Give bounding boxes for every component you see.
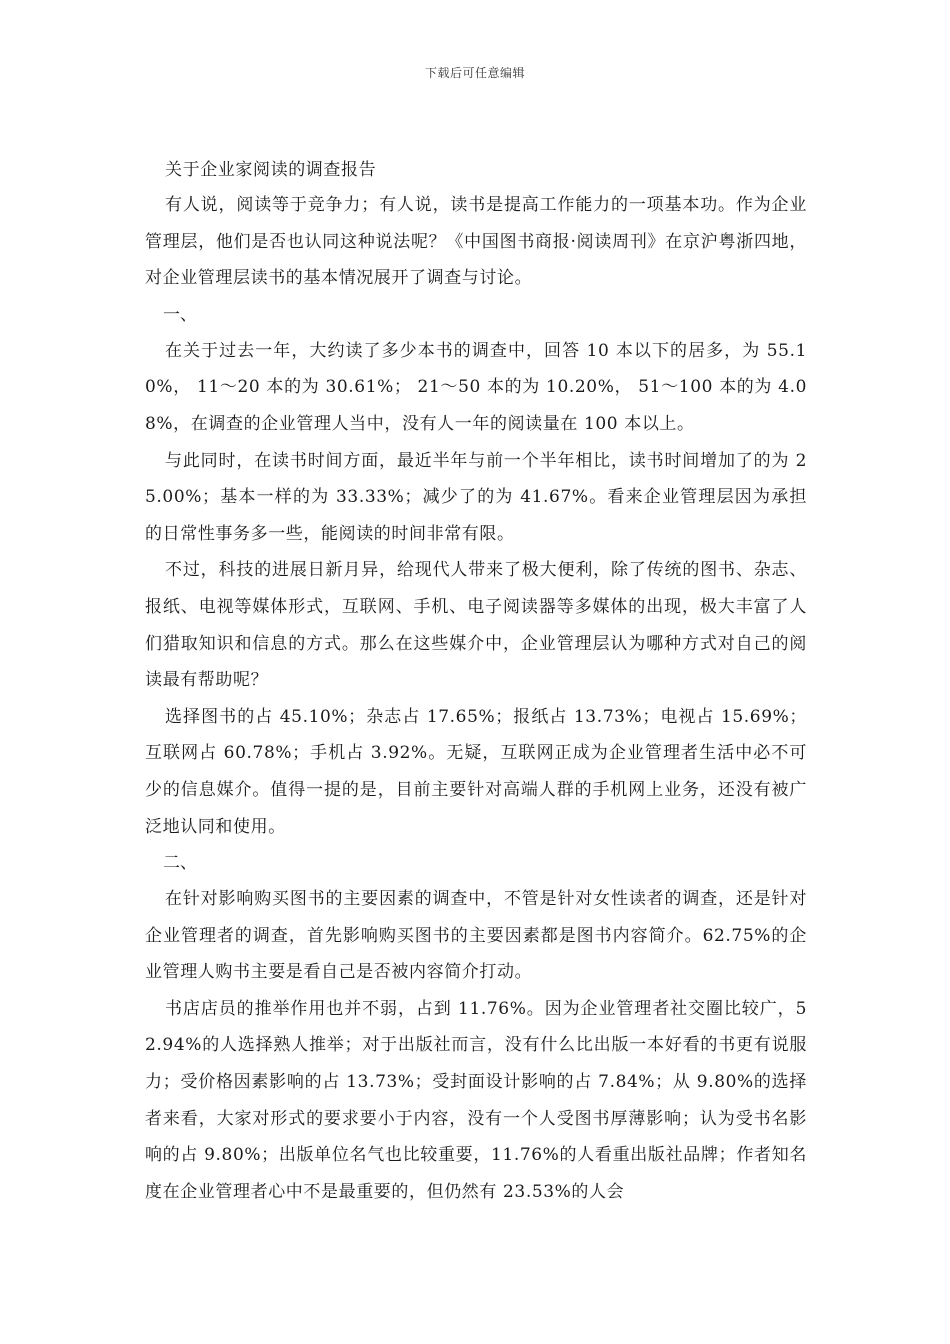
paragraph-recommendation: 书店店员的推举作用也并不弱，占到 11.76%。因为企业管理者社交圈比较广，52.94%的人选择熟人推举；对于出版社而言，没有什么比出版一本好看的书更有说服力；受价格因素影响的占 13.73%；受封面设计影响的占 7.84%；从 9.80%的选择者来看，大家对形式的要求要小于内容，没有一个人受图书厚薄影响；认为受书名影响的占 9.80%；出版单位名气也比较重要，11.76%的人看重出版社品牌；作者知名度在企业管理者心中不是最重要的，但仍然有 23.53%的人会 — [145, 998, 807, 1202]
paragraph-purchase-factors: 在针对影响购买图书的主要因素的调查中，不管是针对女性读者的调查，还是针对企业管理者的调查，首先影响购买图书的主要因素都是图书内容简介。62.75%的企业管理人购书主要是看自己是否被内容简介打动。 — [145, 889, 807, 983]
paragraph-intro: 有人说，阅读等于竞争力；有人说，读书是提高工作能力的一项基本功。作为企业管理层，他们是否也认同这种说法呢？《中国图书商报·阅读周刊》在京沪粤浙四地，对企业管理层读书的基本情况展开了调查与讨论。 — [145, 195, 807, 289]
paragraph-media-stats: 选择图书的占 45.10%；杂志占 17.65%；报纸占 13.73%；电视占 15.69%；互联网占 60.78%；手机占 3.92%。无疑，互联网正成为企业管理者生活中必不可少的信息媒介。值得一提的是，目前主要针对高端人群的手机网上业务，还没有被广泛地认同和使用。 — [145, 706, 807, 837]
paragraph-book-count: 在关于过去一年，大约读了多少本书的调查中，回答 10 本以下的居多，为 55.10%， 11～20 本的为 30.61%； 21～50 本的为 10.20%， 51～100 本的为 4.08%，在调查的企业管理人当中，没有人一年的阅读量在 100 本以上。 — [145, 340, 807, 434]
paragraph-media: 不过，科技的进展日新月异，给现代人带来了极大便利，除了传统的图书、杂志、报纸、电视等媒体形式，互联网、手机、电子阅读器等多媒体的出现，极大丰富了人们猎取知识和信息的方式。那么在这些媒介中，企业管理层认为哪种方式对自己的阅读最有帮助呢？ — [145, 560, 807, 691]
paragraph-reading-time: 与此同时，在读书时间方面，最近半年与前一个半年相比，读书时间增加了的为 25.00%；基本一样的为 33.33%；减少了的为 41.67%。看来企业管理层因为承担的日常性事务多一些，能阅读的时间非常有限。 — [145, 450, 807, 544]
page-header: 下载后可任意编辑 — [424, 66, 525, 80]
section-marker-one: 一、 — [163, 304, 197, 325]
section-marker-two: 二、 — [163, 853, 197, 874]
document-title: 关于企业家阅读的调查报告 — [165, 160, 377, 180]
document-body — [145, 153, 807, 1210]
